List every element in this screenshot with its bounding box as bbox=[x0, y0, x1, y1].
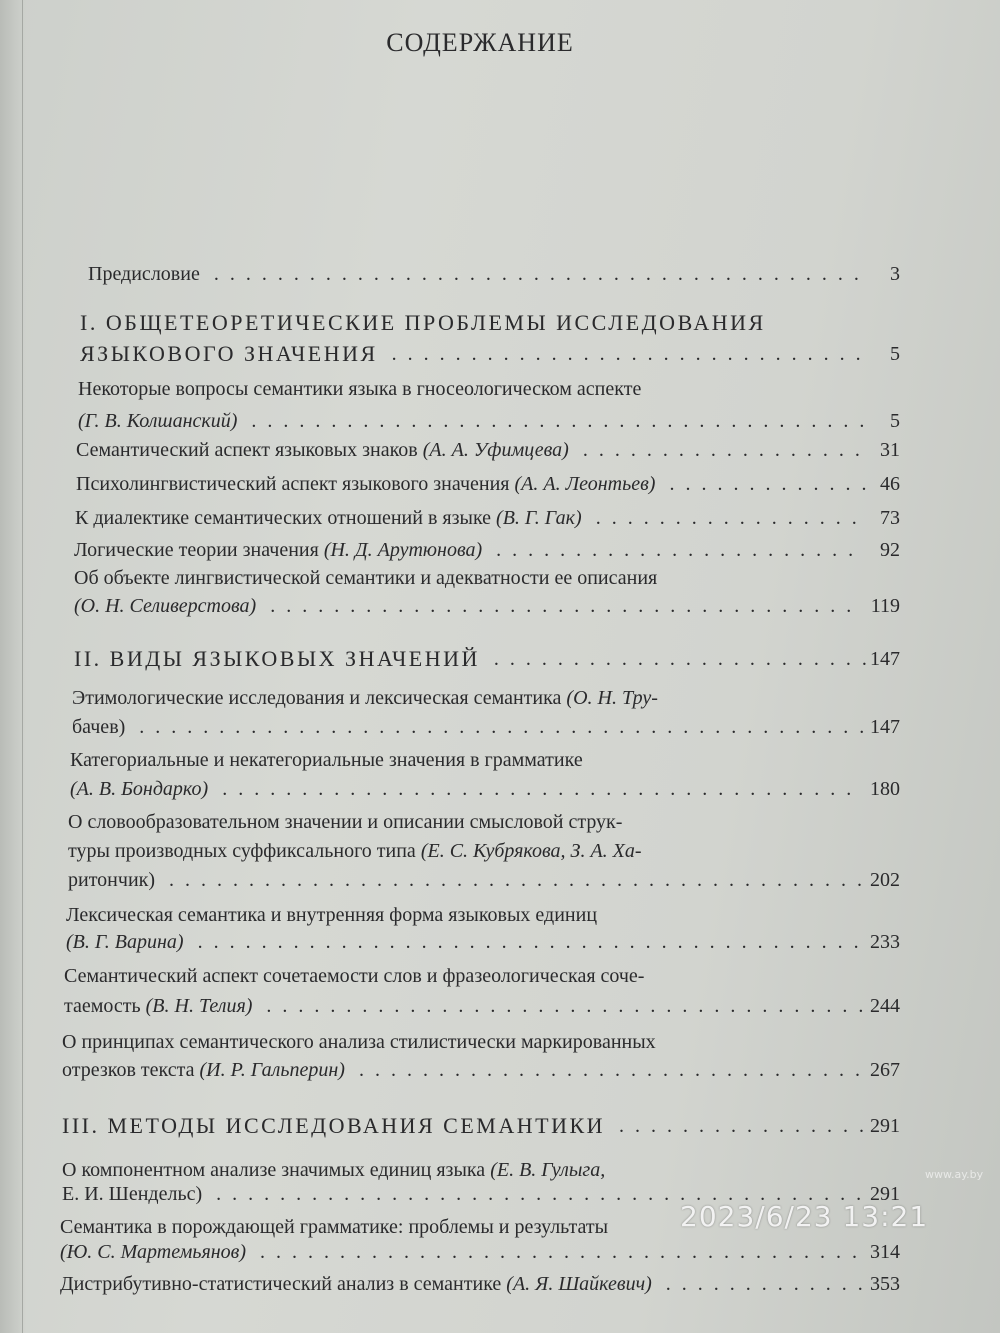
leader-dots: ................................ bbox=[358, 1059, 871, 1081]
page-number: 233 bbox=[870, 931, 900, 953]
toc-entry-line bbox=[0, 643, 1000, 675]
leader-dots: ...................................... bbox=[266, 995, 875, 1017]
page-number: 46 bbox=[880, 473, 900, 495]
leader-dots: ................. bbox=[595, 507, 868, 529]
toc-entry-line bbox=[0, 1236, 1000, 1268]
author-name: (В. Г. Варина) bbox=[66, 931, 184, 953]
page-number: 31 bbox=[880, 439, 900, 461]
leader-dots: ................ bbox=[619, 1115, 876, 1137]
leader-dots: .............................................. bbox=[139, 716, 876, 738]
entry-text bbox=[74, 590, 256, 622]
leader-dots: ...................................... bbox=[260, 1241, 869, 1263]
toc-entry-line bbox=[0, 960, 1000, 992]
toc-entry-line bbox=[0, 502, 1000, 534]
leader-dots: ........................................ bbox=[222, 778, 863, 800]
page-number: 180 bbox=[870, 778, 900, 800]
toc-entry-line bbox=[0, 682, 1000, 714]
leader-dots: ............. bbox=[669, 473, 878, 495]
page-number: 291 bbox=[870, 1183, 900, 1205]
author-name: (А. В. Бондарко) bbox=[70, 778, 209, 800]
leader-dots: .............................. bbox=[391, 343, 872, 365]
page-number: 5 bbox=[890, 410, 900, 432]
toc-entry-line bbox=[0, 434, 1000, 466]
section-heading: I. ОБЩЕТЕОРЕТИЧЕСКИЕ ПРОБЛЕМЫ ИССЛЕДОВАНИЯ bbox=[80, 310, 766, 335]
page-number: 73 bbox=[880, 507, 900, 529]
toc-entry-line bbox=[0, 864, 1000, 896]
leader-dots: ......................................... bbox=[213, 263, 870, 285]
page-number: 314 bbox=[870, 1241, 900, 1263]
page-title: СОДЕРЖАНИЕ bbox=[386, 28, 574, 57]
author-name: (Н. Д. Арутюнова) bbox=[323, 539, 483, 561]
entry-text: О словообразовательном значении и описании смысловой струк- bbox=[68, 811, 623, 833]
page-number: 267 bbox=[870, 1059, 900, 1081]
toc-entry-line bbox=[0, 307, 1000, 339]
page-number: 244 bbox=[870, 995, 900, 1017]
entry-text: Логические теории значения (Н. Д. Арутюнова) bbox=[74, 539, 483, 561]
entry-text bbox=[70, 773, 208, 805]
entry-text: Некоторые вопросы семантики языка в гносеологическом аспекте bbox=[78, 378, 642, 400]
page-number: 119 bbox=[870, 595, 900, 617]
author-name: (О. Н. Селиверстова) bbox=[74, 595, 257, 617]
toc-entry-line bbox=[0, 835, 1000, 867]
author-name: (И. Р. Гальперин) bbox=[199, 1059, 345, 1081]
author-name: (А. Я. Шайкевич) bbox=[506, 1273, 652, 1295]
toc-entry-line bbox=[0, 338, 1000, 370]
entry-text: Лексическая семантика и внутренняя форма языковых единиц bbox=[66, 904, 598, 926]
toc-entry-line bbox=[0, 806, 1000, 838]
toc-entry-line bbox=[0, 258, 1000, 290]
entry-text: Этимологические исследования и лексическая семантика (О. Н. Тру- bbox=[72, 687, 658, 709]
toc-entry-line bbox=[0, 373, 1000, 405]
author-name: (Г. В. Колшанский) bbox=[78, 410, 238, 432]
author-name: (Е. С. Кубрякова, З. А. Ха- bbox=[420, 840, 642, 862]
entry-text: К диалектике семантических отношений в языке (В. Г. Гак) bbox=[75, 507, 582, 529]
page-number: 202 bbox=[870, 869, 900, 891]
toc-entry-line bbox=[0, 590, 1000, 622]
leader-dots: ............. bbox=[665, 1273, 874, 1295]
author-name: (Е. В. Гулыга, bbox=[490, 1159, 606, 1181]
entry-text: Семантический аспект языковых знаков (А. А. Уфимцева) bbox=[76, 439, 569, 461]
author-name: (В. Г. Гак) bbox=[496, 507, 582, 529]
section-heading: II. ВИДЫ ЯЗЫКОВЫХ ЗНАЧЕНИЙ bbox=[74, 646, 480, 671]
page-number: 5 bbox=[890, 343, 900, 365]
entry-text: туры производных суффиксального типа (Е. С. Кубрякова, З. А. Ха- bbox=[68, 840, 642, 862]
page-number: 147 bbox=[870, 648, 900, 670]
photo-timestamp: 2023/6/23 13:21 bbox=[680, 1200, 929, 1233]
entry-text: Психолингвистический аспект языкового значения (А. А. Леонтьев) bbox=[76, 473, 656, 495]
entry-text: Категориальные и некатегориальные значения в грамматике bbox=[70, 749, 583, 771]
author-name: (В. Н. Телия) bbox=[145, 995, 253, 1017]
toc-entry-line bbox=[0, 1054, 1000, 1086]
section-heading: ЯЗЫКОВОГО ЗНАЧЕНИЯ bbox=[80, 341, 378, 366]
toc-entry-line bbox=[0, 744, 1000, 776]
page-number: 92 bbox=[880, 539, 900, 561]
section-heading: III. МЕТОДЫ ИССЛЕДОВАНИЯ СЕМАНТИКИ bbox=[62, 1113, 606, 1138]
entry-text: таемость (В. Н. Телия) bbox=[64, 995, 253, 1017]
leader-dots: ..................................... bbox=[270, 595, 863, 617]
entry-text: О компонентном анализе значимых единиц языка (Е. В. Гулыга, bbox=[62, 1159, 606, 1181]
author-name: (Ю. С. Мартемьянов) bbox=[60, 1241, 247, 1263]
leader-dots: ....................................... bbox=[251, 410, 876, 432]
watermark: www.ay.by bbox=[925, 1168, 984, 1181]
page-number: 291 bbox=[870, 1115, 900, 1137]
entry-text: отрезков текста (И. Р. Гальперин) bbox=[62, 1059, 345, 1081]
leader-dots: ............................................ bbox=[169, 869, 874, 891]
entry-text: Е. И. Шендельс) bbox=[62, 1183, 203, 1205]
entry-text: Об объекте лингвистической семантики и адекватности ее описания bbox=[74, 567, 658, 589]
entry-text: бачев) bbox=[72, 716, 126, 738]
leader-dots: ........................ bbox=[493, 648, 878, 670]
entry-text: Семантика в порождающей грамматике: проблемы и результаты bbox=[60, 1216, 609, 1238]
entry-text: ритончик) bbox=[68, 869, 156, 891]
author-name: (А. А. Леонтьев) bbox=[514, 473, 656, 495]
entry-text bbox=[60, 1236, 246, 1268]
entry-text: О принципах семантического анализа стилистически маркированных bbox=[62, 1031, 656, 1053]
author-name: (А. А. Уфимцева) bbox=[422, 439, 569, 461]
toc-entry-line bbox=[0, 1110, 1000, 1142]
page-number: 3 bbox=[890, 263, 900, 285]
toc-entry-line bbox=[0, 1268, 1000, 1300]
author-name: (О. Н. Тру- bbox=[566, 687, 658, 709]
toc-entry-line bbox=[0, 926, 1000, 958]
leader-dots: ....................... bbox=[496, 539, 865, 561]
leader-dots: .................. bbox=[582, 439, 871, 461]
leader-dots: ......................................... bbox=[216, 1183, 873, 1205]
toc-entry-line bbox=[0, 773, 1000, 805]
toc-entry-line bbox=[0, 711, 1000, 743]
entry-text: Семантический аспект сочетаемости слов и фразеологическая соче- bbox=[64, 965, 645, 987]
entry-text bbox=[78, 405, 237, 437]
page-number: 353 bbox=[870, 1273, 900, 1295]
toc-entry-line bbox=[0, 405, 1000, 437]
toc-entry-line bbox=[0, 990, 1000, 1022]
toc-entry-line bbox=[0, 468, 1000, 500]
entry-text bbox=[66, 926, 184, 958]
entry-text: Дистрибутивно-статистический анализ в семантике (А. Я. Шайкевич) bbox=[60, 1273, 652, 1295]
leader-dots: .......................................... bbox=[197, 931, 870, 953]
page-number: 147 bbox=[870, 716, 900, 738]
entry-text: Предисловие bbox=[88, 263, 200, 285]
